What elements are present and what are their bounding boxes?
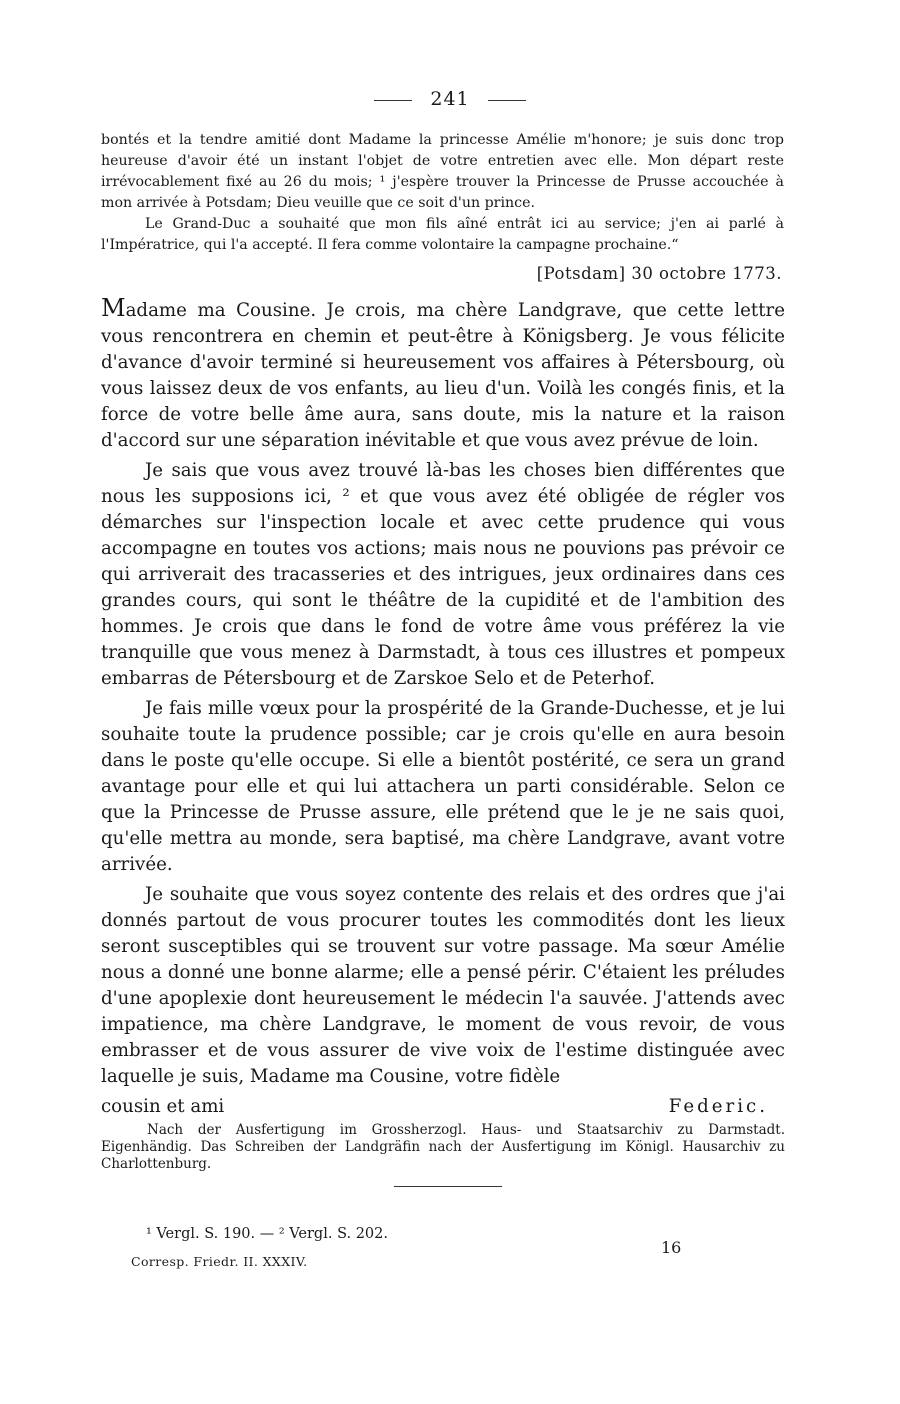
page-header (0, 88, 900, 110)
header-dash-right (488, 100, 526, 101)
header-dash-left (374, 100, 412, 101)
footnotes: ¹ Vergl. S. 190. — ² Vergl. S. 202. (146, 1226, 388, 1242)
closing-phrase: cousin et ami (101, 1096, 225, 1117)
letter-paragraph: Je fais mille vœux pour la prospérité de la Grande-Duchesse, et je lui souhaite toute la prudence possible; car je crois qu'elle en aura besoin dans le poste qu'elle occupe. Si elle a bientôt postérité, ce sera un grand avantage pour elle et qui lui attachera un parti considérable. Selon ce que la Princesse de Prusse assure, elle prétend que le je ne sais quoi, qu'elle mettra au monde, sera baptisé, ma chère Landgrave, avant votre arrivée. (101, 698, 785, 875)
source-note (101, 1122, 785, 1173)
letter-body (101, 295, 785, 1122)
letter-paragraph: Madame ma Cousine. Je crois, ma chère Landgrave, que cette lettre vous rencontrera en chemin et peut-être à Königsberg. Je vous félicite d'avance d'avoir terminé si heureusement vos affaires à Pétersbourg, où vous laissez deux de vos enfants, au lieu d'un. Voilà les congés finis, et la force de votre belle âme aura, sans doute, mis la nature et la raison d'accord sur une séparation inévitable et que vous avez prévue de loin. (101, 294, 785, 451)
footnote-divider (394, 1186, 502, 1187)
footer-source: Corresp. Friedr. II. XXXIV. (131, 1254, 308, 1269)
letter-paragraph: Je souhaite que vous soyez contente des relais et des ordres que j'ai donnés partout de vous procurer toutes les commodités dont les lieux seront susceptibles qui se trouvent sur votre passage. Ma sœur Amélie nous a donné une bonne alarme; elle a pensé périr. C'étaient les préludes d'une apoplexie dont heureusement le médecin l'a sauvée. J'attends avec impatience, ma chère Landgrave, le moment de vous revoir, de vous embrasser et de vous assurer de vive voix de l'estime distinguée avec laquelle je suis, Madame ma Cousine, votre fidèle (101, 884, 785, 1087)
letter-closing (101, 1094, 785, 1122)
letter-paragraph: Je sais que vous avez trouvé là-bas les choses bien différentes que nous les supposions ici, ² et que vous avez été obligée de régler vos démarches sur l'inspection locale et avec cette prudence qui vous accompagne en toutes vos actions; mais nous ne pouvions pas prévoir ce qui arriverait des tracasseries et des intrigues, jeux ordinaires dans ces grandes cours, qui sont le théâtre de la cupidité et de l'ambition des hommes. Je crois que dans le fond de votre âme vous préférez la vie tranquille que vous menez à Darmstadt, à tous ces illustres et pompeux embarras de Pétersbourg et de Zarskoe Selo et de Peterhof. (101, 460, 785, 689)
dateline: [Potsdam] 30 octobre 1773. (536, 264, 782, 283)
previous-letter-excerpt (101, 130, 784, 256)
page-number: 241 (430, 88, 470, 110)
source-note-text: Nach der Ausfertigung im Grossherzogl. Haus- und Staatsarchiv zu Darmstadt. Eigenhändig. Das Schreiben der Landgräfin nach der Ausfertigung im Königl. Hausarchiv zu Charlottenburg. (101, 1122, 785, 1172)
previous-letter-paragraph: Le Grand-Duc a souhaité que mon fils aîné entrât ici au service; j'en ai parlé à l'Impératrice, qui l'a accepté. Il fera comme volontaire la campagne prochaine.“ (101, 216, 784, 253)
sheet-number: 16 (661, 1238, 682, 1257)
previous-letter-paragraph: bontés et la tendre amitié dont Madame la princesse Amélie m'honore; je suis donc trop heureuse d'avoir été un instant l'objet de votre entretien avec elle. Mon départ reste irrévocablement fixé au 26 du mois; ¹ j'espère trouver la Princesse de Prusse accouchée à mon arrivée à Potsdam; Dieu veuille que ce soit d'un prince. (101, 132, 784, 211)
signature: Federic. (668, 1096, 768, 1117)
